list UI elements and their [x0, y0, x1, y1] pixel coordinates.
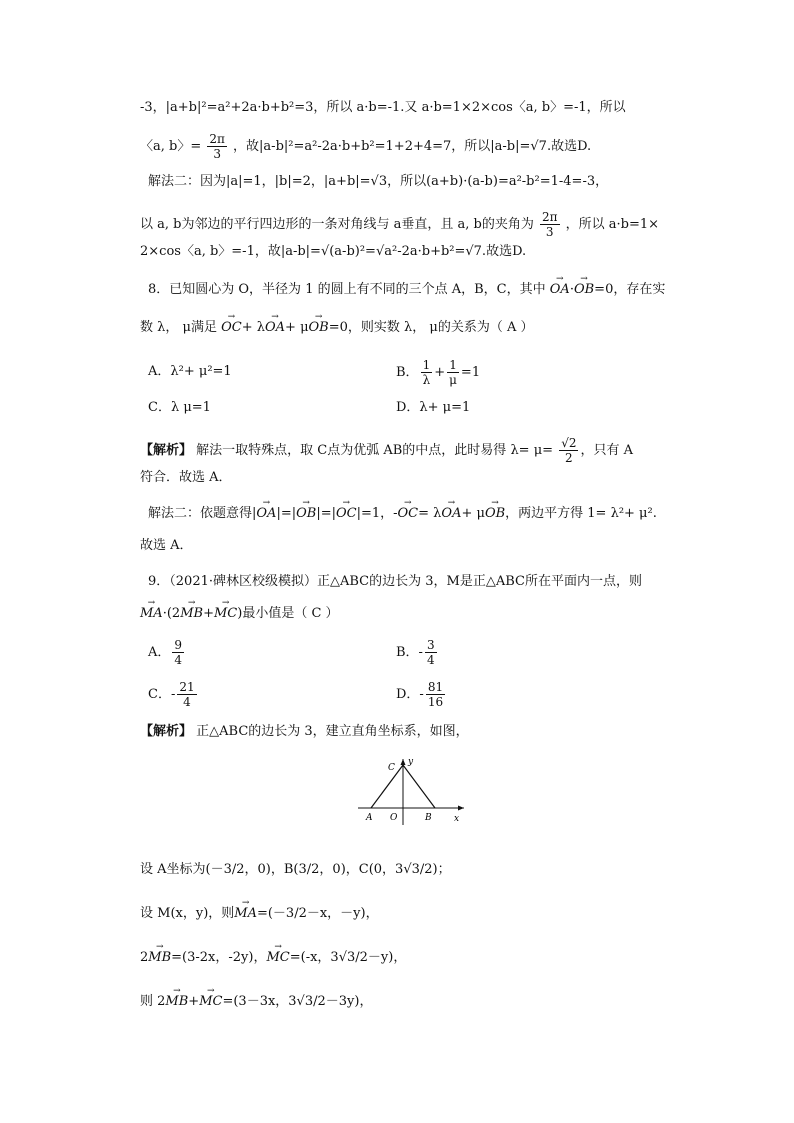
question-9-line: 9．（2021·碑林区校级模拟）正△ABC的边长为 3，M是正△ABC所在平面内一点，则 — [148, 574, 642, 589]
analysis-tag: 【解析】 — [140, 443, 193, 458]
option-c: C．λ μ=1 — [148, 400, 211, 415]
text: 2×cos〈a, b〉=-1，故|a-b|=√(a-b)²=√a²-2a·b+b²=√7.故选D. — [140, 244, 527, 259]
vector: → OA — [265, 318, 285, 338]
solution-line: 【解析】 解法一取特殊点，取 C点为优弧 AB的中点，此时易得 λ= μ= $\frac{√2}{2}$ ，只有 A — [140, 436, 634, 465]
fraction: $\frac{2\pi}{3}$ — [541, 210, 558, 239]
solution-line: 【解析】 正△ABC的边长为 3，建立直角坐标系，如图， — [140, 724, 469, 739]
solution-line: 解法二：依题意得|→ OA|=|→ OB|=|→ OC|=1，-→ OC= λ→ OA+ μ→ OB，两边平方得 1= λ²+ μ². — [148, 504, 657, 524]
option-c: C．- $\frac{21}{4}$ — [148, 680, 195, 709]
text-line — [140, 242, 526, 262]
solution-line: 故选 A． — [140, 538, 193, 553]
solution-line: 设 M(x，y)，则→ MA=(－3/2－x，－y)， — [140, 904, 379, 924]
question-8-line: 8．已知圆心为 O，半径为 1 的圆上有不同的三个点 A，B，C，其中 → OA·→ OB=0，存在实 — [148, 280, 665, 300]
text: =0，存在实 — [594, 282, 666, 297]
text: 8．已知圆心为 O，半径为 1 的圆上有不同的三个点 A，B，C，其中 — [148, 282, 546, 297]
solution-line: 设 A坐标为(－3/2，0)，B(3/2，0)，C(0，3√3/2)； — [140, 862, 451, 877]
text: 以 a, b为邻边的平行四边形的一条对角线与 a垂直，且 a, b的夹角为 — [140, 217, 534, 232]
text-line — [148, 172, 608, 192]
text-line — [140, 210, 659, 239]
option-b: B．- $\frac{3}{4}$ — [396, 638, 435, 667]
option-b: B． $\frac{1}{\lambda}$ + $\frac{1}{\mu}$ =1 — [396, 358, 481, 387]
text: 数 λ， μ满足 — [140, 320, 217, 335]
solution-line: 2→ MB=(3-2x，-2y)，→ MC=(-x，3√3/2－y)， — [140, 948, 406, 968]
option-a: A． $\frac{9}{4}$ — [148, 638, 183, 667]
label-x: x — [454, 814, 460, 824]
label-a: A — [366, 813, 373, 823]
solution-line: 则 2→ MB+→ MC=(3－3x，3√3/2－3y)， — [140, 992, 372, 1012]
label-y: y — [408, 757, 414, 767]
vector: → OB — [309, 318, 329, 338]
text: -3，|a+b|²=a²+2a·b+b²=3，所以 a·b=-1.又 a·b=1×2×cos〈a, b〉=-1，所以 — [140, 100, 626, 115]
option-d: D．λ+ μ=1 — [396, 400, 471, 415]
solution-line: 符合．故选 A． — [140, 470, 232, 485]
triangle-coordinate-figure — [350, 755, 475, 830]
option-a: A．λ²+ μ²=1 — [148, 364, 232, 379]
label-c: C — [388, 763, 395, 773]
analysis-tag: 【解析】 — [140, 724, 193, 739]
vector: → OB — [574, 280, 594, 300]
vector: → OC — [221, 318, 242, 338]
text-line — [140, 98, 626, 118]
vector: → OA — [550, 280, 570, 300]
question-9-line: → MA·(2→ MB+→ MC)最小值是（ C ） — [140, 604, 339, 624]
fraction: $\frac{2\pi}{3}$ — [209, 132, 225, 161]
label-b: B — [425, 813, 432, 823]
option-d: D．- $\frac{81}{16}$ — [396, 680, 444, 709]
question-8-line: 数 λ， μ满足 → OC+ λ→ OA+ μ→ OB=0，则实数 λ， μ的关系为（ A ） — [140, 318, 534, 338]
x-axis-arrow-icon — [458, 806, 464, 811]
text-line — [140, 132, 591, 161]
text: 〈a, b〉= — [140, 139, 202, 154]
text: ，故|a-b|²=a²-2a·b+b²=1+2+4=7，所以|a-b|=√7.故选D. — [233, 139, 592, 154]
label-o: O — [390, 813, 398, 823]
text: =0，则实数 λ， μ的关系为（ A ） — [328, 320, 534, 335]
text: 解法二：因为|a|=1，|b|=2，|a+b|=√3，所以(a+b)·(a-b)=a²-b²=1-4=-3， — [148, 174, 609, 189]
text: ，所以 a·b=1× — [565, 217, 660, 232]
